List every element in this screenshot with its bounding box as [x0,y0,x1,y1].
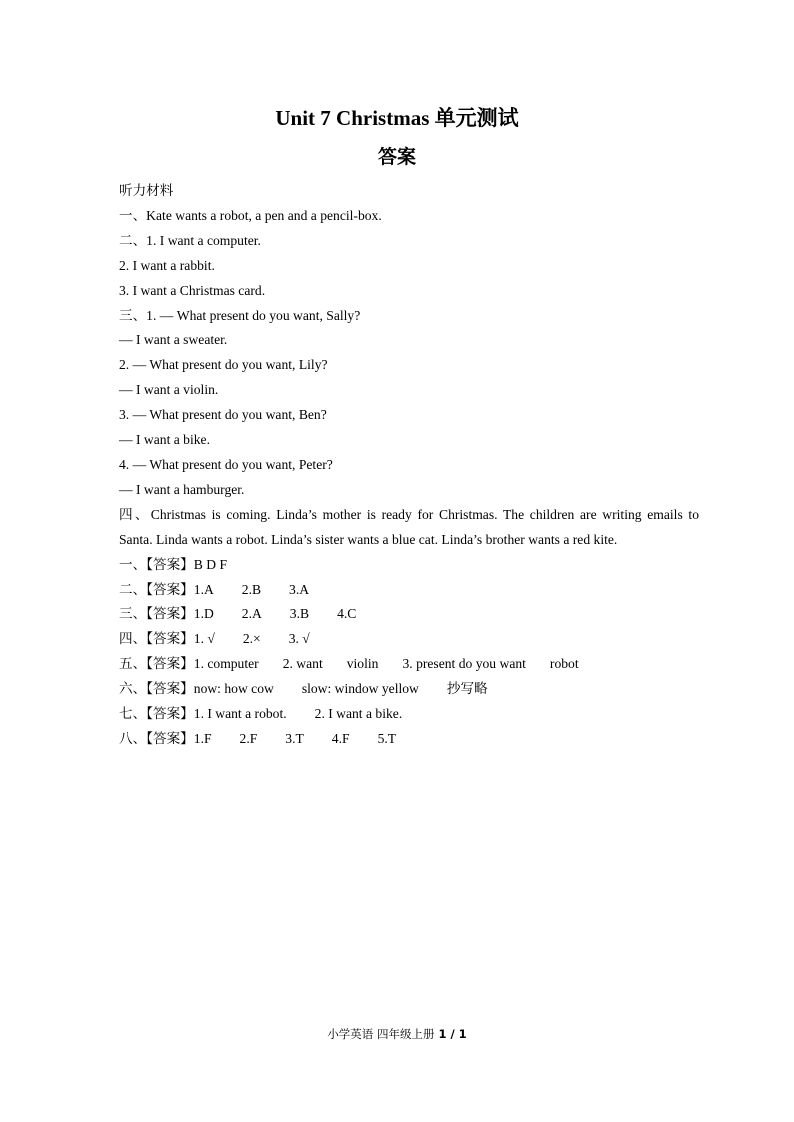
answer-item: 3. √ [288,631,310,647]
answer-item: 2.A [241,606,262,622]
answer-item: 2.× [242,631,261,647]
answer-item: 2.F [239,730,258,746]
listening-line: — I want a sweater. [119,332,228,348]
answer-item: 2. want [282,656,323,672]
answer-item: 1. √ [193,631,215,647]
listening-line: — I want a hamburger. [119,481,245,497]
answer-prefix: 七、【答案】 [119,706,194,722]
answer-row [119,578,699,603]
listening-line: 3. I want a Christmas card. [119,282,266,298]
answer-prefix: 六、【答案】 [119,681,194,697]
answer-prefix: 一、【答案】 [119,556,194,572]
answer-row [119,553,699,578]
answer-row [119,727,699,752]
listening-line: 三、1. — What present do you want, Sally? [119,307,361,323]
answer-prefix: 二、【答案】 [119,581,194,597]
listening-lines [119,204,699,503]
answer-item: 4.C [337,606,357,622]
footer-text: 小学英语 四年级上册 [327,1027,435,1041]
answer-prefix: 五、【答案】 [119,656,194,672]
document-body [119,179,699,752]
answer-item: 5.T [377,730,397,746]
page-footer [0,1026,794,1042]
listening-line: 2. — What present do you want, Lily? [119,357,328,373]
answer-item: 1.F [193,730,212,746]
answer-item: 4.F [331,730,350,746]
answer-item: 2. I want a bike. [314,706,403,722]
listening-line: 2. I want a rabbit. [119,257,215,273]
listening-line: — I want a violin. [119,382,219,398]
answer-item: 3.B [289,606,310,622]
answer-item: robot [549,656,579,672]
answer-prefix: 八、【答案】 [119,730,194,746]
answer-item: 1. I want a robot. [193,706,287,722]
page-subtitle: 答案 [377,147,416,168]
listening-line: 4. — What present do you want, Peter? [119,456,333,472]
answer-row [119,602,699,627]
listening-line: 二、1. I want a computer. [119,232,261,248]
answer-item: 3.A [289,581,310,597]
answer-row [119,627,699,652]
answer-item: B D F [193,556,228,572]
listening-line: 3. — What present do you want, Ben? [119,407,327,423]
answer-prefix: 三、【答案】 [119,606,194,622]
listening-line: 一、Kate wants a robot, a pen and a pencil-box. [119,207,382,223]
answer-item: 2.B [241,581,262,597]
listening-heading: 听力材料 [119,183,174,198]
page-number: 1 / 1 [438,1027,467,1041]
answer-prefix: 四、【答案】 [119,631,194,647]
answer-item: 3. present do you want [402,656,526,672]
answer-row [119,652,699,677]
answer-item: 1.A [193,581,214,597]
answer-item: 1. computer [193,656,259,672]
answer-item: now: how cow [193,681,274,697]
answer-row [119,702,699,727]
answer-list [119,553,699,752]
listening-paragraph: 四、Christmas is coming. Linda’s mother is ready for Christmas. The children are writing emails to Santa. Linda wants a robot. Linda’s sister wants a blue cat. Linda’s brother wants a red kite. [119,506,699,547]
answer-item: violin [346,656,379,672]
answer-item: 1.D [193,606,214,622]
answer-item: slow: window yellow [301,681,419,697]
answer-row [119,677,699,702]
answer-item: 抄写略 [446,681,488,697]
listening-line: — I want a bike. [119,432,210,448]
answer-item: 3.T [285,730,304,746]
page-title: Unit 7 Christmas 单元测试 [275,106,519,130]
